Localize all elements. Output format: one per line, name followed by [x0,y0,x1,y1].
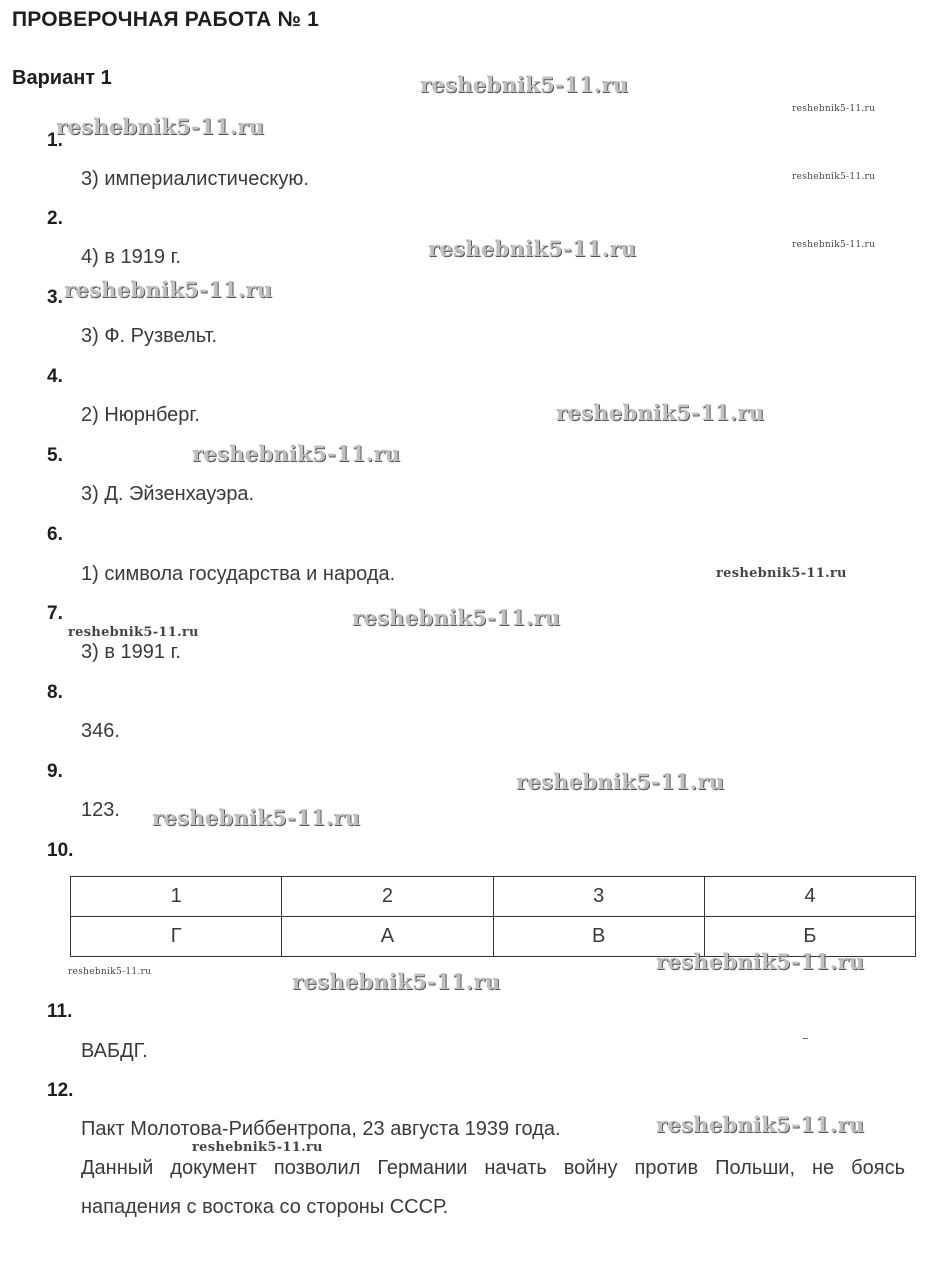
question-number: 3. [47,287,63,308]
table-cell: В [493,917,704,957]
answer-text: ВАБДГ. [81,1040,148,1062]
watermark: reshebnik5-11.ru [792,240,876,250]
answer-text: 346. [81,720,120,742]
question-number: 12. [47,1080,74,1101]
question-number: 11. [47,1001,73,1022]
table-cell: 1 [71,877,282,917]
watermark: reshebnik5-11.ru [56,114,265,139]
answer-line: Пакт Молотова-Риббентропа, 23 августа 1939 года. [81,1118,561,1140]
answer-text: 3) империалистическую. [81,168,309,190]
table-cell: Б [704,917,915,957]
table-cell: 2 [282,877,493,917]
variant-heading: Вариант 1 [12,67,112,89]
answer-text: 3) Ф. Рузвельт. [81,325,218,347]
watermark: reshebnik5-11.ru [192,441,401,466]
watermark: reshebnik5-11.ru [516,769,725,794]
watermark: reshebnik5-11.ru [64,277,273,302]
answer-text: 123. [81,799,120,821]
question-number: 1. [47,130,63,151]
answer-text: 1) символа государства и народа. [81,563,396,585]
table-cell: 3 [493,877,704,917]
stray-mark [803,1038,808,1039]
table-cell: 4 [704,877,915,917]
answer-line: Данный документ позволил Германии начать войну против Польши, не боясь нападения с востока со стороны СССР. [81,1157,905,1218]
watermark: reshebnik5-11.ru [556,400,765,425]
watermark: reshebnik5-11.ru [420,72,629,97]
watermark: reshebnik5-11.ru [68,967,152,977]
question-number: 8. [47,682,63,703]
answer-text: 3) в 1991 г. [81,641,181,663]
question-number: 2. [47,208,63,229]
watermark: reshebnik5-11.ru [192,1140,323,1155]
watermark: reshebnik5-11.ru [792,172,876,182]
watermark: reshebnik5-11.ru [352,605,561,630]
watermark: reshebnik5-11.ru [152,805,361,830]
watermark: reshebnik5-11.ru [656,949,865,974]
watermark: reshebnik5-11.ru [68,625,199,640]
table-row [71,877,916,917]
question-number: 6. [47,524,63,545]
table-cell: А [282,917,493,957]
watermark: reshebnik5-11.ru [792,104,876,114]
watermark: reshebnik5-11.ru [292,969,501,994]
question-number: 10. [47,840,74,861]
question-number: 9. [47,761,63,782]
answer-text: 2) Нюрнберг. [81,404,200,426]
page-title: ПРОВЕРОЧНАЯ РАБОТА № 1 [12,8,319,31]
question-number: 5. [47,445,63,466]
watermark: reshebnik5-11.ru [428,236,637,261]
answer-text: 4) в 1919 г. [81,246,181,268]
matching-table [70,876,916,957]
question-number: 4. [47,366,63,387]
table-cell: Г [71,917,282,957]
question-number: 7. [47,603,63,624]
answer-text: 3) Д. Эйзенхауэра. [81,483,255,505]
watermark: reshebnik5-11.ru [656,1112,865,1137]
watermark: reshebnik5-11.ru [716,566,847,581]
